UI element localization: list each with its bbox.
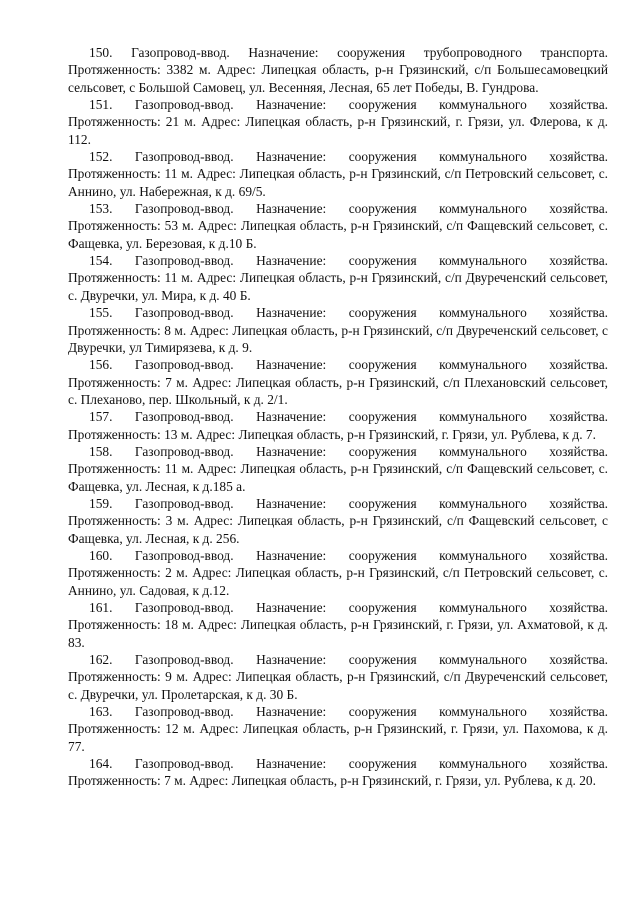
list-item: 150. Газопровод-ввод. Назначение: сооружения трубопроводного транспорта. Протяженность: 3382 м. Адрес: Липецкая область, р-н Грязинский, с/п Большесамовецкий сельсовет, с Большой Самовец, ул. Весенняя, Лесная, 65 лет Победы, В. Гундрова.	[68, 45, 608, 95]
list-item: 160. Газопровод-ввод. Назначение: сооружения коммунального хозяйства. Протяженность: 2 м. Адрес: Липецкая область, р-н Грязинский, с/п Петровский сельсовет, с. Аннино, ул. Садовая, к д.12.	[68, 547, 608, 598]
list-item: 154. Газопровод-ввод. Назначение: сооружения коммунального хозяйства. Протяженность: 11 м. Адрес: Липецкая область, р-н Грязинский, с/п Двуреченский сельсовет, с. Двуречки, ул. Мира, к д. 40 Б.	[68, 253, 608, 303]
list-item: 164. Газопровод-ввод. Назначение: сооружения коммунального хозяйства. Протяженность: 7 м. Адрес: Липецкая область, р-н Грязинский, г. Грязи, ул. Рублева, к д. 20.	[68, 756, 608, 789]
list-item: 153. Газопровод-ввод. Назначение: сооружения коммунального хозяйства. Протяженность: 53 м. Адрес: Липецкая область, р-н Грязинский, с/п Фащевский сельсовет, с. Фащевка, ул. Березовая, к д.10 Б.	[68, 201, 608, 251]
list-item: 157. Газопровод-ввод. Назначение: сооружения коммунального хозяйства. Протяженность: 13 м. Адрес: Липецкая область, р-н Грязинский, г. Грязи, ул. Рублева, к д. 7.	[68, 409, 608, 442]
list-item: 163. Газопровод-ввод. Назначение: сооружения коммунального хозяйства. Протяженность: 12 м. Адрес: Липецкая область, р-н Грязинский, г. Грязи, ул. Пахомова, к д. 77.	[68, 704, 608, 754]
list-item: 151. Газопровод-ввод. Назначение: сооружения коммунального хозяйства. Протяженность: 21 м. Адрес: Липецкая область, р-н Грязинский, г. Грязи, ул. Флерова, к д. 112.	[68, 97, 608, 147]
list-item: 158. Газопровод-ввод. Назначение: сооружения коммунального хозяйства. Протяженность: 11 м. Адрес: Липецкая область, р-н Грязинский, с/п Фащевский сельсовет, с. Фащевка, ул. Лесная, к д.185 а.	[68, 443, 608, 494]
list-item: 162. Газопровод-ввод. Назначение: сооружения коммунального хозяйства. Протяженность: 9 м. Адрес: Липецкая область, р-н Грязинский, с/п Двуреченский сельсовет, с. Двуречки, ул. Пролетарская, к д. 30 Б.	[68, 652, 608, 702]
list-item: 156. Газопровод-ввод. Назначение: сооружения коммунального хозяйства. Протяженность: 7 м. Адрес: Липецкая область, р-н Грязинский, с/п Плехановский сельсовет, с. Плеханово, пер. Школьный, к д. 2/1.	[68, 357, 608, 407]
list-item: 155. Газопровод-ввод. Назначение: сооружения коммунального хозяйства. Протяженность: 8 м. Адрес: Липецкая область, р-н Грязинский, с/п Двуреченский сельсовет, с Двуречки, ул Тимирязева, к д. 9.	[68, 305, 608, 355]
list-item: 159. Газопровод-ввод. Назначение: сооружения коммунального хозяйства. Протяженность: 3 м. Адрес: Липецкая область, р-н Грязинский, с/п Фащевский сельсовет, с Фащевка, ул. Лесная, к д. 256.	[68, 495, 608, 546]
document-page	[68, 44, 608, 790]
list-item: 161. Газопровод-ввод. Назначение: сооружения коммунального хозяйства. Протяженность: 18 м. Адрес: Липецкая область, р-н Грязинский, г. Грязи, ул. Ахматовой, к д. 83.	[68, 600, 608, 650]
list-item: 152. Газопровод-ввод. Назначение: сооружения коммунального хозяйства. Протяженность: 11 м. Адрес: Липецкая область, р-н Грязинский, с/п Петровский сельсовет, с. Аннино, ул. Набережная, к д. 69/5.	[68, 149, 608, 199]
